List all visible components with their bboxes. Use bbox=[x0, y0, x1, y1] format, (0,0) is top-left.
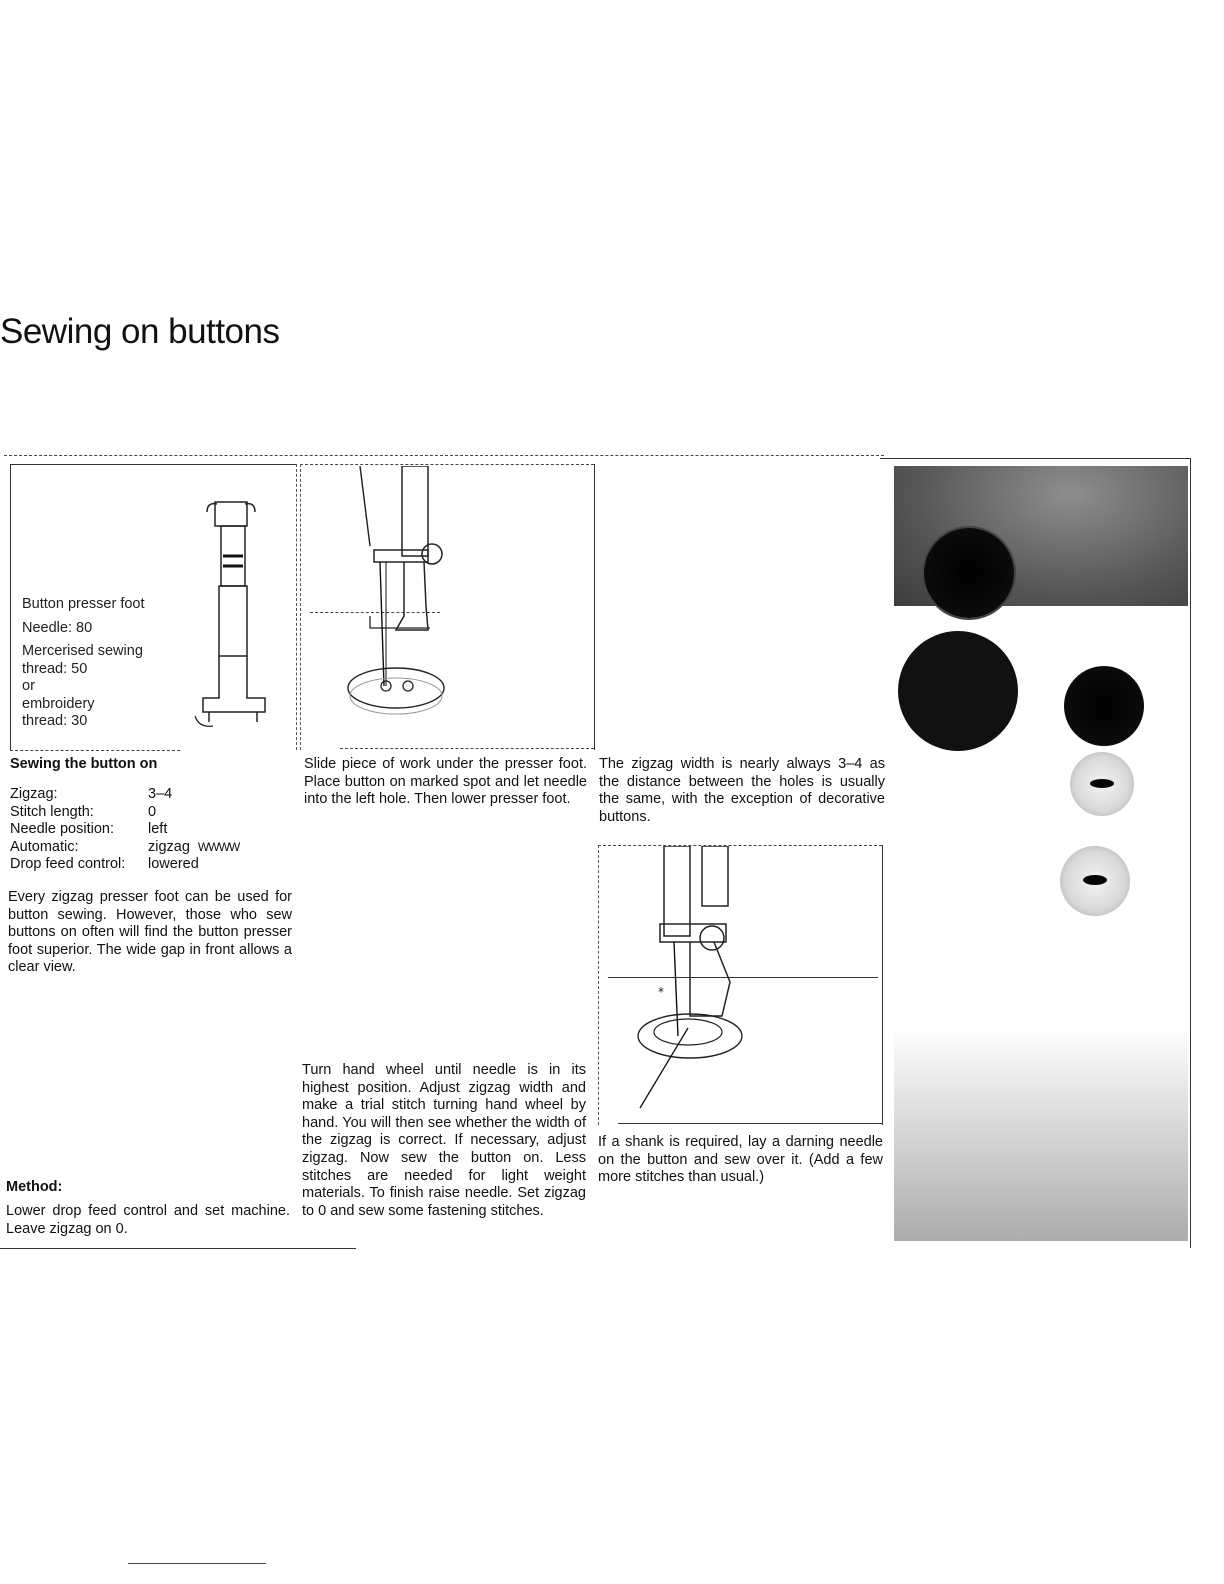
setting-row bbox=[10, 839, 290, 857]
supply-line: Mercerised sewing bbox=[22, 643, 143, 659]
page-title: Sewing on buttons bbox=[0, 312, 280, 351]
top-rule bbox=[4, 455, 884, 456]
dark-button-image bbox=[1064, 666, 1144, 746]
supplies-list bbox=[22, 596, 145, 731]
method-paragraph: Lower drop feed control and set machine. Leave zigzag on 0. bbox=[6, 1203, 290, 1237]
intro-paragraph: Every zigzag presser foot can be used for button sewing. However, those who sew buttons on often will find the button presser foot superior. The wide gap in front allows a clear view. bbox=[8, 889, 292, 976]
turn-wheel-paragraph: Turn hand wheel until needle is in its highest position. Adjust zigzag width and make a trial stitch turning hand wheel by hand. You will then see whether the width of the zigzag is correct. If necessary, adjust zigzag. Now sew the button on. Less stitches are needed for light weight materials. To finish raise needle. Set zigzag to 0 and sew some fastening stitches. bbox=[302, 1062, 586, 1219]
light-button-image bbox=[1060, 846, 1130, 916]
supply-line: or bbox=[22, 678, 35, 694]
setting-value: 0 bbox=[148, 803, 157, 820]
bottom-rule bbox=[0, 1248, 356, 1249]
dark-button-image bbox=[898, 631, 1018, 751]
setting-row bbox=[10, 821, 290, 839]
supply-line: thread: 30 bbox=[22, 713, 88, 729]
zigzag-width-paragraph: The zigzag width is nearly always 3–4 as the distance between the holes is usually the same, with the exception of decorative buttons. bbox=[599, 756, 885, 825]
buttons-photograph bbox=[894, 466, 1188, 1241]
setting-value: 3–4 bbox=[148, 786, 173, 802]
photo-right-rule bbox=[1190, 458, 1191, 1248]
needle-over-button-illustration bbox=[330, 466, 470, 726]
setting-key: Needle position: bbox=[10, 821, 114, 838]
svg-text:*: * bbox=[658, 985, 664, 999]
setting-value: lowered bbox=[148, 856, 199, 873]
setting-key: Automatic: bbox=[10, 838, 79, 855]
dark-button-image bbox=[924, 528, 1014, 618]
setting-row bbox=[10, 786, 290, 804]
machine-settings bbox=[10, 786, 290, 874]
setting-row bbox=[10, 804, 290, 822]
zigzag-pattern-symbol: WWWW bbox=[197, 839, 240, 854]
footer-rule bbox=[128, 1563, 266, 1564]
supply-line: Button presser foot bbox=[22, 596, 145, 612]
darning-needle-illustration bbox=[630, 846, 760, 1116]
method-heading: Method: bbox=[6, 1179, 63, 1195]
slide-paragraph: Slide piece of work under the presser foot. Place button on marked spot and let needle into the left hole. Then lower presser foot. bbox=[304, 756, 587, 808]
sewing-heading: Sewing the button on bbox=[10, 756, 158, 772]
setting-key: Zigzag: bbox=[10, 786, 58, 802]
button-presser-foot-illustration bbox=[185, 498, 275, 738]
setting-key: Drop feed control: bbox=[10, 856, 126, 873]
photo-top-rule bbox=[880, 458, 1190, 459]
supply-line: embroidery bbox=[22, 695, 95, 712]
setting-row bbox=[10, 856, 290, 874]
supply-line: thread: 50 bbox=[22, 660, 88, 677]
supply-line: Needle: 80 bbox=[22, 619, 93, 636]
setting-value: zigzag bbox=[148, 838, 190, 855]
setting-value: left bbox=[148, 821, 168, 838]
setting-key: Stitch length: bbox=[10, 803, 94, 820]
light-button-image bbox=[1070, 752, 1134, 816]
shank-paragraph: If a shank is required, lay a darning needle on the button and sew over it. (Add a few more stitches than usual.) bbox=[598, 1134, 883, 1186]
